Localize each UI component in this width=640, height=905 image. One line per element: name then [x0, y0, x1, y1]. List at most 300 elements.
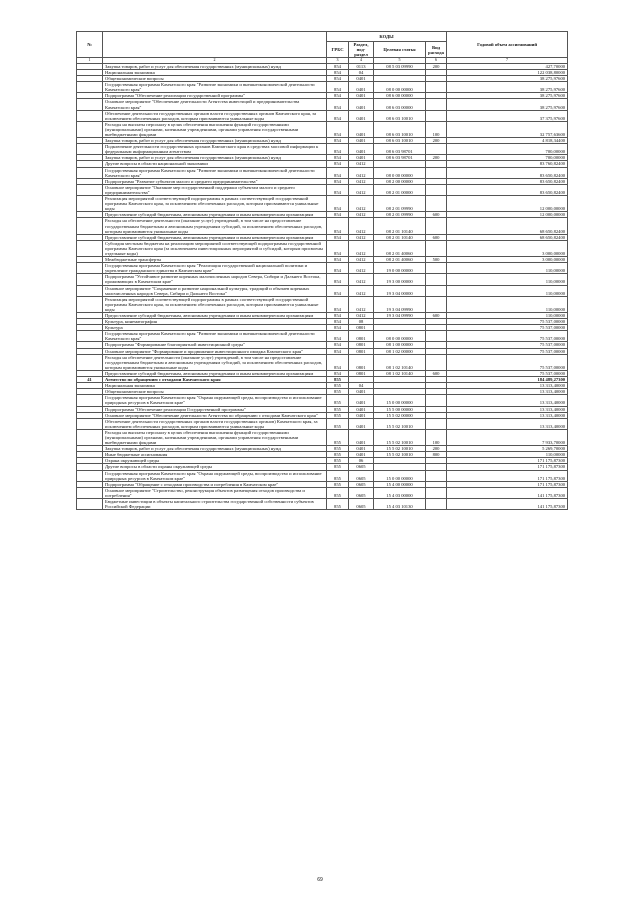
- row-exp-type-cell: 200: [426, 446, 447, 452]
- row-volume-cell: 110,00000: [447, 313, 568, 319]
- row-volume-cell: 110,00000: [447, 285, 568, 296]
- row-grbs-cell: 854: [327, 263, 349, 274]
- row-grbs-cell: 854: [327, 319, 349, 325]
- row-volume-cell: 13 313,40000: [447, 418, 568, 429]
- row-exp-type-cell: [426, 418, 447, 429]
- row-volume-cell: 38 275,97600: [447, 93, 568, 99]
- table-row: [77, 121, 568, 137]
- row-section-cell: 0113: [349, 63, 374, 69]
- row-name-cell: Субсидия местным бюджетам на реализацию мероприятий соответствующей подпрограммы государственной программы Камчатского края (за исключением инвестиционных мероприятий и субсидий, которым присвоены отдельные коды): [103, 240, 327, 256]
- row-section-cell: 0401: [349, 418, 374, 429]
- row-volume-cell: 75 537,00000: [447, 342, 568, 348]
- table-row: [77, 418, 568, 429]
- table-row: [77, 331, 568, 342]
- row-target-cell: 08 2 01 00000: [374, 184, 426, 195]
- row-exp-type-cell: [426, 487, 447, 498]
- row-volume-cell: 171 175,87300: [447, 464, 568, 470]
- row-volume-cell: 38 275,97600: [447, 99, 568, 110]
- row-target-cell: 08 6 03 98701: [374, 144, 426, 155]
- row-exp-type-cell: 100: [426, 121, 447, 137]
- row-volume-cell: 83 650,82400: [447, 178, 568, 184]
- row-section-cell: 0401: [349, 144, 374, 155]
- row-target-cell: 08 2 01 09990: [374, 196, 426, 212]
- row-section-cell: 04: [349, 69, 374, 75]
- row-name-cell: Подпрограмма "Устойчивое развитие коренных малочисленных народов Севера, Сибири и Дальнего Востока, проживающих в Камчатском крае": [103, 274, 327, 285]
- row-exp-type-cell: 200: [426, 138, 447, 144]
- row-target-cell: 08 6 00 00000: [374, 93, 426, 99]
- row-volume-cell: 75 537,00000: [447, 348, 568, 354]
- row-grbs-cell: 854: [327, 99, 349, 110]
- row-volume-cell: 75 537,00000: [447, 319, 568, 325]
- row-volume-cell: 68 650,82400: [447, 234, 568, 240]
- row-volume-cell: 3 000,00000: [447, 257, 568, 263]
- page-number: 69: [317, 877, 323, 883]
- table-row: [77, 99, 568, 110]
- row-section-cell: 0401: [349, 412, 374, 418]
- row-target-cell: 15 4 03 00000: [374, 487, 426, 498]
- table-body: [77, 63, 568, 509]
- row-section-cell: 0801: [349, 348, 374, 354]
- row-grbs-cell: 854: [327, 325, 349, 331]
- row-grbs-cell: 854: [327, 184, 349, 195]
- row-volume-cell: 12 000,00000: [447, 196, 568, 212]
- row-section-cell: 0401: [349, 82, 374, 93]
- row-volume-cell: 32 757,63600: [447, 121, 568, 137]
- row-name-cell: Государственная программа Камчатского края "Развитие экономики и внешнеэкономической деятельности Камчатского края": [103, 167, 327, 178]
- table-row: [77, 184, 568, 195]
- row-section-cell: 0412: [349, 184, 374, 195]
- row-grbs-cell: 854: [327, 331, 349, 342]
- table-row: [77, 218, 568, 234]
- row-number-cell: [77, 184, 103, 195]
- row-volume-cell: 75 537,00000: [447, 331, 568, 342]
- row-section-cell: 0401: [349, 99, 374, 110]
- row-name-cell: Государственная программа Камчатского края "Реализация государственной национальной политики и укрепление гражданского единства в Камчатском крае": [103, 263, 327, 274]
- row-name-cell: Государственная программа Камчатского края "Охрана окружающей среды, воспроизводство и использование природных ресурсов в Камчатском крае": [103, 395, 327, 406]
- row-name-cell: Обеспечение деятельности государственных органов власти государственных органов) Камчатского края, за исключением обеспеченных расходов, которым присваиваются уникальные коды: [103, 418, 327, 429]
- row-section-cell: 0412: [349, 178, 374, 184]
- row-grbs-cell: 855: [327, 499, 349, 510]
- row-grbs-cell: 855: [327, 389, 349, 395]
- row-exp-type-cell: 100: [426, 429, 447, 445]
- row-volume-cell: 75 537,00000: [447, 325, 568, 331]
- table-row: [77, 470, 568, 481]
- row-name-cell: Государственная программа Камчатского края "Развитие экономики и внешнеэкономической деятельности Камчатского края": [103, 331, 327, 342]
- row-exp-type-cell: 600: [426, 313, 447, 319]
- row-number-cell: [77, 263, 103, 274]
- row-section-cell: 0401: [349, 389, 374, 395]
- row-exp-type-cell: [426, 470, 447, 481]
- row-section-cell: 0412: [349, 240, 374, 256]
- row-volume-cell: 171 175,87300: [447, 481, 568, 487]
- row-number-cell: [77, 144, 103, 155]
- row-grbs-cell: 854: [327, 93, 349, 99]
- row-volume-cell: 4 818,34400: [447, 138, 568, 144]
- row-section-cell: 0401: [349, 429, 374, 445]
- row-section-cell: 0412: [349, 212, 374, 218]
- row-volume-cell: 171 175,87300: [447, 458, 568, 464]
- row-number-cell: [77, 99, 103, 110]
- row-grbs-cell: 855: [327, 458, 349, 464]
- row-exp-type-cell: [426, 395, 447, 406]
- row-grbs-cell: 855: [327, 487, 349, 498]
- row-volume-cell: 38 275,97600: [447, 76, 568, 82]
- row-target-cell: 08 2 01 10140: [374, 218, 426, 234]
- row-volume-cell: 83 650,82400: [447, 167, 568, 178]
- row-section-cell: 0401: [349, 93, 374, 99]
- row-name-cell: Подключение деятельности государственных органов Камчатского края в средствах массовой информации к федеральным информационным агентствам: [103, 144, 327, 155]
- row-name-cell: Основное мероприятие "Оказание мер государственной поддержки субъектам малого и среднего предпринимательства": [103, 184, 327, 195]
- row-number-cell: [77, 285, 103, 296]
- header-name: [103, 32, 327, 58]
- row-name-cell: Национальная экономика: [103, 383, 327, 389]
- column-number: 1: [77, 58, 103, 64]
- row-section-cell: 0401: [349, 406, 374, 412]
- row-grbs-cell: 855: [327, 406, 349, 412]
- row-name-cell: Предоставление субсидий бюджетным, автономным учреждениям и иным некоммерческим организациям: [103, 212, 327, 218]
- row-exp-type-cell: 200: [426, 155, 447, 161]
- row-exp-type-cell: [426, 218, 447, 234]
- row-number-cell: [77, 331, 103, 342]
- row-volume-cell: 141 175,87300: [447, 487, 568, 498]
- row-name-cell: Основное мероприятие "Формирование и продвижение инвестиционного имиджа Камчатского края": [103, 348, 327, 354]
- row-grbs-cell: 855: [327, 395, 349, 406]
- row-number-cell: [77, 218, 103, 234]
- row-grbs-cell: 854: [327, 110, 349, 121]
- row-grbs-cell: 855: [327, 377, 349, 383]
- row-volume-cell: 110,00000: [447, 263, 568, 274]
- row-target-cell: 15 4 00 00000: [374, 481, 426, 487]
- row-name-cell: Основное мероприятие "Обеспечение деятельности Агентства инвестиций и предпринимательства Камчатского края": [103, 99, 327, 110]
- row-volume-cell: 122 038,80000: [447, 69, 568, 75]
- column-number: 7: [447, 58, 568, 64]
- row-target-cell: 08 2 01 09990: [374, 212, 426, 218]
- row-name-cell: Основное мероприятие "Сохранение и развитие национальной культуры, традиций и обычаев коренных малочисленных народов Севера, Сибири и Дальнего Востока": [103, 285, 327, 296]
- table-row: [77, 499, 568, 510]
- row-name-cell: Подпрограмма "Формирование благоприятной инвестиционной среды": [103, 342, 327, 348]
- row-exp-type-cell: [426, 354, 447, 370]
- row-volume-cell: 83 650,82400: [447, 184, 568, 195]
- row-name-cell: Основное мероприятие "Строительство, реконструкция объектов размещения отходов производства и потребления": [103, 487, 327, 498]
- row-target-cell: 08 2 00 00000: [374, 178, 426, 184]
- row-volume-cell: 110,00000: [447, 274, 568, 285]
- row-section-cell: 0801: [349, 342, 374, 348]
- row-target-cell: 08 6 03 98701: [374, 155, 426, 161]
- row-section-cell: 0401: [349, 138, 374, 144]
- row-grbs-cell: 855: [327, 446, 349, 452]
- table-row: [77, 285, 568, 296]
- row-volume-cell: 700,00000: [447, 144, 568, 155]
- row-section-cell: 0412: [349, 196, 374, 212]
- row-grbs-cell: 854: [327, 178, 349, 184]
- row-volume-cell: 83 760,82400: [447, 161, 568, 167]
- header-section: Раздел, под-раздел: [349, 42, 374, 58]
- row-name-cell: Реализация мероприятий соответствующей подпрограммы в рамках соответствующей государственной программы Камчатского края, за исключением обеспеченных расходов, которым присваиваются уникальные коды: [103, 196, 327, 212]
- row-grbs-cell: 854: [327, 138, 349, 144]
- row-section-cell: 0412: [349, 167, 374, 178]
- row-exp-type-cell: [426, 240, 447, 256]
- row-name-cell: Закупка товаров, работ и услуг для обеспечения государственных (муниципальных) нужд: [103, 138, 327, 144]
- row-target-cell: 08 6 03 10010: [374, 121, 426, 137]
- table-row: [77, 240, 568, 256]
- row-exp-type-cell: [426, 499, 447, 510]
- row-number-cell: [77, 196, 103, 212]
- row-target-cell: 15 5 02 10010: [374, 446, 426, 452]
- row-name-cell: Расходы на выплаты персоналу в целях обеспечения выполнения функций государственными (муниципальными) органами, казенными учреждениями, органами управления государственными внебюджетными фондами: [103, 121, 327, 137]
- column-number: 4: [349, 58, 374, 64]
- row-grbs-cell: 854: [327, 218, 349, 234]
- row-exp-type-cell: [426, 82, 447, 93]
- row-name-cell: Закупка товаров, работ и услуг для обеспечения государственных (муниципальных) нужд: [103, 63, 327, 69]
- row-target-cell: 08 0 00 00000: [374, 331, 426, 342]
- row-volume-cell: 141 175,87300: [447, 499, 568, 510]
- row-target-cell: 15 5 00 00000: [374, 406, 426, 412]
- row-target-cell: 08 1 02 10140: [374, 354, 426, 370]
- header-codes: КОДЫ: [327, 32, 447, 42]
- row-grbs-cell: 854: [327, 240, 349, 256]
- row-number-cell: [77, 296, 103, 312]
- row-grbs-cell: 855: [327, 429, 349, 445]
- row-name-cell: Другие вопросы в области охраны окружающей среды: [103, 464, 327, 470]
- row-grbs-cell: 854: [327, 370, 349, 376]
- table-row: [77, 354, 568, 370]
- row-exp-type-cell: 600: [426, 234, 447, 240]
- row-grbs-cell: 855: [327, 452, 349, 458]
- row-grbs-cell: 854: [327, 348, 349, 354]
- row-grbs-cell: 855: [327, 470, 349, 481]
- row-target-cell: 15 5 02 10010: [374, 452, 426, 458]
- row-exp-type-cell: [426, 263, 447, 274]
- row-target-cell: 08 2 01 40060: [374, 240, 426, 256]
- row-volume-cell: 171 175,87300: [447, 470, 568, 481]
- row-name-cell: Охрана окружающей среды: [103, 458, 327, 464]
- row-grbs-cell: 854: [327, 63, 349, 69]
- row-target-cell: 15 0 00 00000: [374, 470, 426, 481]
- row-volume-cell: 110,00000: [447, 452, 568, 458]
- row-number-cell: [77, 418, 103, 429]
- row-number-cell: [77, 121, 103, 137]
- row-exp-type-cell: [426, 110, 447, 121]
- row-grbs-cell: 854: [327, 296, 349, 312]
- row-target-cell: 15 0 00 00000: [374, 395, 426, 406]
- row-target-cell: 19 3 00 00000: [374, 274, 426, 285]
- table-header: [77, 32, 568, 64]
- row-grbs-cell: 854: [327, 212, 349, 218]
- row-section-cell: 04: [349, 383, 374, 389]
- row-target-cell: 08 6 03 10010: [374, 138, 426, 144]
- row-number-cell: [77, 354, 103, 370]
- row-grbs-cell: 855: [327, 412, 349, 418]
- row-name-cell: Подпрограмма "Обращение с отходами производства и потребления в Камчатском крае": [103, 481, 327, 487]
- row-number-cell: [77, 82, 103, 93]
- row-volume-cell: 3 000,00000: [447, 240, 568, 256]
- row-name-cell: Расходы на обеспечение деятельности (оказание услуг) учреждений, в том числе на предоставление государственным бюджетным и автономным учреждениям субсидий, за исключением обеспеченных расходов, которым присваиваются уникальные коды: [103, 218, 327, 234]
- row-name-cell: Национальная экономика: [103, 69, 327, 75]
- row-grbs-cell: 854: [327, 313, 349, 319]
- row-section-cell: 06: [349, 458, 374, 464]
- row-target-cell: 08 1 00 00000: [374, 342, 426, 348]
- row-section-cell: 0605: [349, 487, 374, 498]
- row-exp-type-cell: [426, 167, 447, 178]
- row-target-cell: 08 6 03 00000: [374, 99, 426, 110]
- row-target-cell: 15 5 02 10010: [374, 429, 426, 445]
- row-volume-cell: 13 313,40000: [447, 412, 568, 418]
- row-target-cell: 08 2 01 10140: [374, 234, 426, 240]
- row-section-cell: 0412: [349, 285, 374, 296]
- row-exp-type-cell: [426, 274, 447, 285]
- table-row: [77, 274, 568, 285]
- row-grbs-cell: 854: [327, 342, 349, 348]
- row-volume-cell: 75 537,00000: [447, 370, 568, 376]
- row-name-cell: Закупка товаров, работ и услуг для обеспечения государственных (муниципальных) нужд: [103, 155, 327, 161]
- row-volume-cell: 5 269,70000: [447, 446, 568, 452]
- row-target-cell: 15 5 02 10010: [374, 418, 426, 429]
- row-name-cell: Государственная программа Камчатского края "Развитие экономики и внешнеэкономической деятельности Камчатского края": [103, 82, 327, 93]
- row-name-cell: Общеэкономические вопросы: [103, 389, 327, 395]
- row-grbs-cell: 854: [327, 82, 349, 93]
- table-row: [77, 82, 568, 93]
- row-section-cell: 0412: [349, 234, 374, 240]
- row-volume-cell: 75 537,00000: [447, 354, 568, 370]
- row-name-cell: Общеэкономические вопросы: [103, 76, 327, 82]
- row-grbs-cell: 854: [327, 76, 349, 82]
- row-name-cell: Межбюджетные трансферты: [103, 257, 327, 263]
- row-grbs-cell: 854: [327, 196, 349, 212]
- budget-document-page: [76, 31, 567, 510]
- table-row: [77, 167, 568, 178]
- column-number: 5: [374, 58, 426, 64]
- row-volume-cell: 13 313,40000: [447, 406, 568, 412]
- row-name-cell: Предоставление субсидий бюджетным, автономным учреждениям и иным некоммерческим организациям: [103, 313, 327, 319]
- row-section-cell: 0401: [349, 76, 374, 82]
- row-number-cell: [77, 240, 103, 256]
- row-exp-type-cell: 600: [426, 370, 447, 376]
- row-section-cell: 0412: [349, 257, 374, 263]
- row-volume-cell: 68 650,82400: [447, 218, 568, 234]
- row-name-cell: Государственная программа Камчатского края "Охрана окружающей среды, воспроизводство и использование природных ресурсов в Камчатском крае": [103, 470, 327, 481]
- row-name-cell: Подпрограмма "Развитие субъектов малого и среднего предпринимательства": [103, 178, 327, 184]
- row-volume-cell: 13 313,40000: [447, 395, 568, 406]
- row-volume-cell: 12 000,00000: [447, 212, 568, 218]
- budget-table: [76, 31, 568, 510]
- row-target-cell: 19 3 04 00000: [374, 285, 426, 296]
- row-name-cell: Агентство по обращению с отходами Камчатского края: [103, 377, 327, 383]
- row-section-cell: 0605: [349, 499, 374, 510]
- table-row: [77, 196, 568, 212]
- row-name-cell: Реализация мероприятий соответствующей подпрограммы в рамках соответствующей государственной программы Камчатского края, за исключением обеспеченных расходов, которым присваиваются уникальные коды: [103, 296, 327, 312]
- row-grbs-cell: 854: [327, 285, 349, 296]
- row-name-cell: Другие вопросы в области национальной экономики: [103, 161, 327, 167]
- row-grbs-cell: 854: [327, 121, 349, 137]
- row-name-cell: Подпрограмма "Обеспечение реализации государственной программы": [103, 93, 327, 99]
- table-row: [77, 487, 568, 498]
- row-target-cell: 08 0 00 00000: [374, 82, 426, 93]
- row-number-cell: [77, 395, 103, 406]
- row-grbs-cell: 854: [327, 155, 349, 161]
- row-number-cell: [77, 274, 103, 285]
- row-section-cell: 0412: [349, 218, 374, 234]
- row-grbs-cell: 855: [327, 418, 349, 429]
- row-exp-type-cell: [426, 144, 447, 155]
- header-target: Целевая статья: [374, 42, 426, 58]
- header-grbs: ГРБС: [327, 42, 349, 58]
- row-grbs-cell: 854: [327, 274, 349, 285]
- row-grbs-cell: 854: [327, 167, 349, 178]
- row-target-cell: 08 1 02 00000: [374, 348, 426, 354]
- row-target-cell: 08 1 02 10140: [374, 370, 426, 376]
- table-row: [77, 395, 568, 406]
- row-grbs-cell: 854: [327, 354, 349, 370]
- row-name-cell: Предоставление субсидий бюджетным, автономным учреждениям и иным некоммерческим организациям: [103, 370, 327, 376]
- row-name-cell: Обеспечение деятельности государственных органов власти государственных органов Камчатского края, за исключением обеспеченных расходов, которым присваиваются уникальные коды: [103, 110, 327, 121]
- row-grbs-cell: 854: [327, 257, 349, 263]
- row-exp-type-cell: [426, 184, 447, 195]
- row-grbs-cell: 854: [327, 69, 349, 75]
- row-target-cell: 19 3 04 09990: [374, 313, 426, 319]
- row-target-cell: 19 3 04 09990: [374, 296, 426, 312]
- row-volume-cell: 38 275,97600: [447, 82, 568, 93]
- row-section-cell: 0401: [349, 452, 374, 458]
- row-number-cell: [77, 167, 103, 178]
- row-section-cell: 0801: [349, 354, 374, 370]
- row-section-cell: 0412: [349, 296, 374, 312]
- row-volume-cell: 427,70000: [447, 63, 568, 69]
- row-section-cell: 0401: [349, 395, 374, 406]
- row-target-cell: 08 0 00 00000: [374, 167, 426, 178]
- row-name-cell: Расходы на обеспечение деятельности (оказание услуг) учреждений, в том числе на предоставление государственным бюджетным и автономным учреждениям субсидий, за исключением обеспеченных расходов, которым присваиваются уникальные коды: [103, 354, 327, 370]
- row-exp-type-cell: 200: [426, 63, 447, 69]
- row-name-cell: Бюджетные инвестиции в объекты капитального строительства государственной собственности субъектов Российской Федерации: [103, 499, 327, 510]
- column-number: 3: [327, 58, 349, 64]
- row-section-cell: 0801: [349, 370, 374, 376]
- row-grbs-cell: 855: [327, 481, 349, 487]
- column-number: 2: [103, 58, 327, 64]
- row-number-cell: [77, 487, 103, 498]
- header-number: №: [77, 32, 103, 58]
- row-exp-type-cell: [426, 285, 447, 296]
- row-grbs-cell: 855: [327, 464, 349, 470]
- header-exp-type: Вид расхода: [426, 42, 447, 58]
- row-exp-type-cell: [426, 331, 447, 342]
- row-section-cell: 0605: [349, 481, 374, 487]
- row-grbs-cell: 855: [327, 383, 349, 389]
- row-volume-cell: 110,00000: [447, 296, 568, 312]
- row-section-cell: 0401: [349, 110, 374, 121]
- row-exp-type-cell: [426, 296, 447, 312]
- row-exp-type-cell: [426, 99, 447, 110]
- row-section-cell: 0401: [349, 155, 374, 161]
- table-row: [77, 429, 568, 445]
- row-volume-cell: 7 933,70000: [447, 429, 568, 445]
- row-volume-cell: 37 375,97600: [447, 110, 568, 121]
- table-row: [77, 110, 568, 121]
- row-number-cell: [77, 110, 103, 121]
- row-number-cell: [77, 429, 103, 445]
- row-volume-cell: 184 489,27300: [447, 377, 568, 383]
- row-target-cell: 08 6 03 10010: [374, 110, 426, 121]
- row-section-cell: 0401: [349, 446, 374, 452]
- row-name-cell: Культура, кинематография: [103, 319, 327, 325]
- row-section-cell: 0801: [349, 325, 374, 331]
- table-row: [77, 296, 568, 312]
- row-exp-type-cell: [426, 196, 447, 212]
- row-exp-type-cell: 500: [426, 257, 447, 263]
- row-name-cell: Предоставление субсидий бюджетным, автономным учреждениям и иным некоммерческим организациям: [103, 234, 327, 240]
- row-number-cell: [77, 470, 103, 481]
- row-section-cell: 0605: [349, 470, 374, 481]
- row-volume-cell: 13 313,40000: [447, 389, 568, 395]
- row-target-cell: 15 5 02 00000: [374, 412, 426, 418]
